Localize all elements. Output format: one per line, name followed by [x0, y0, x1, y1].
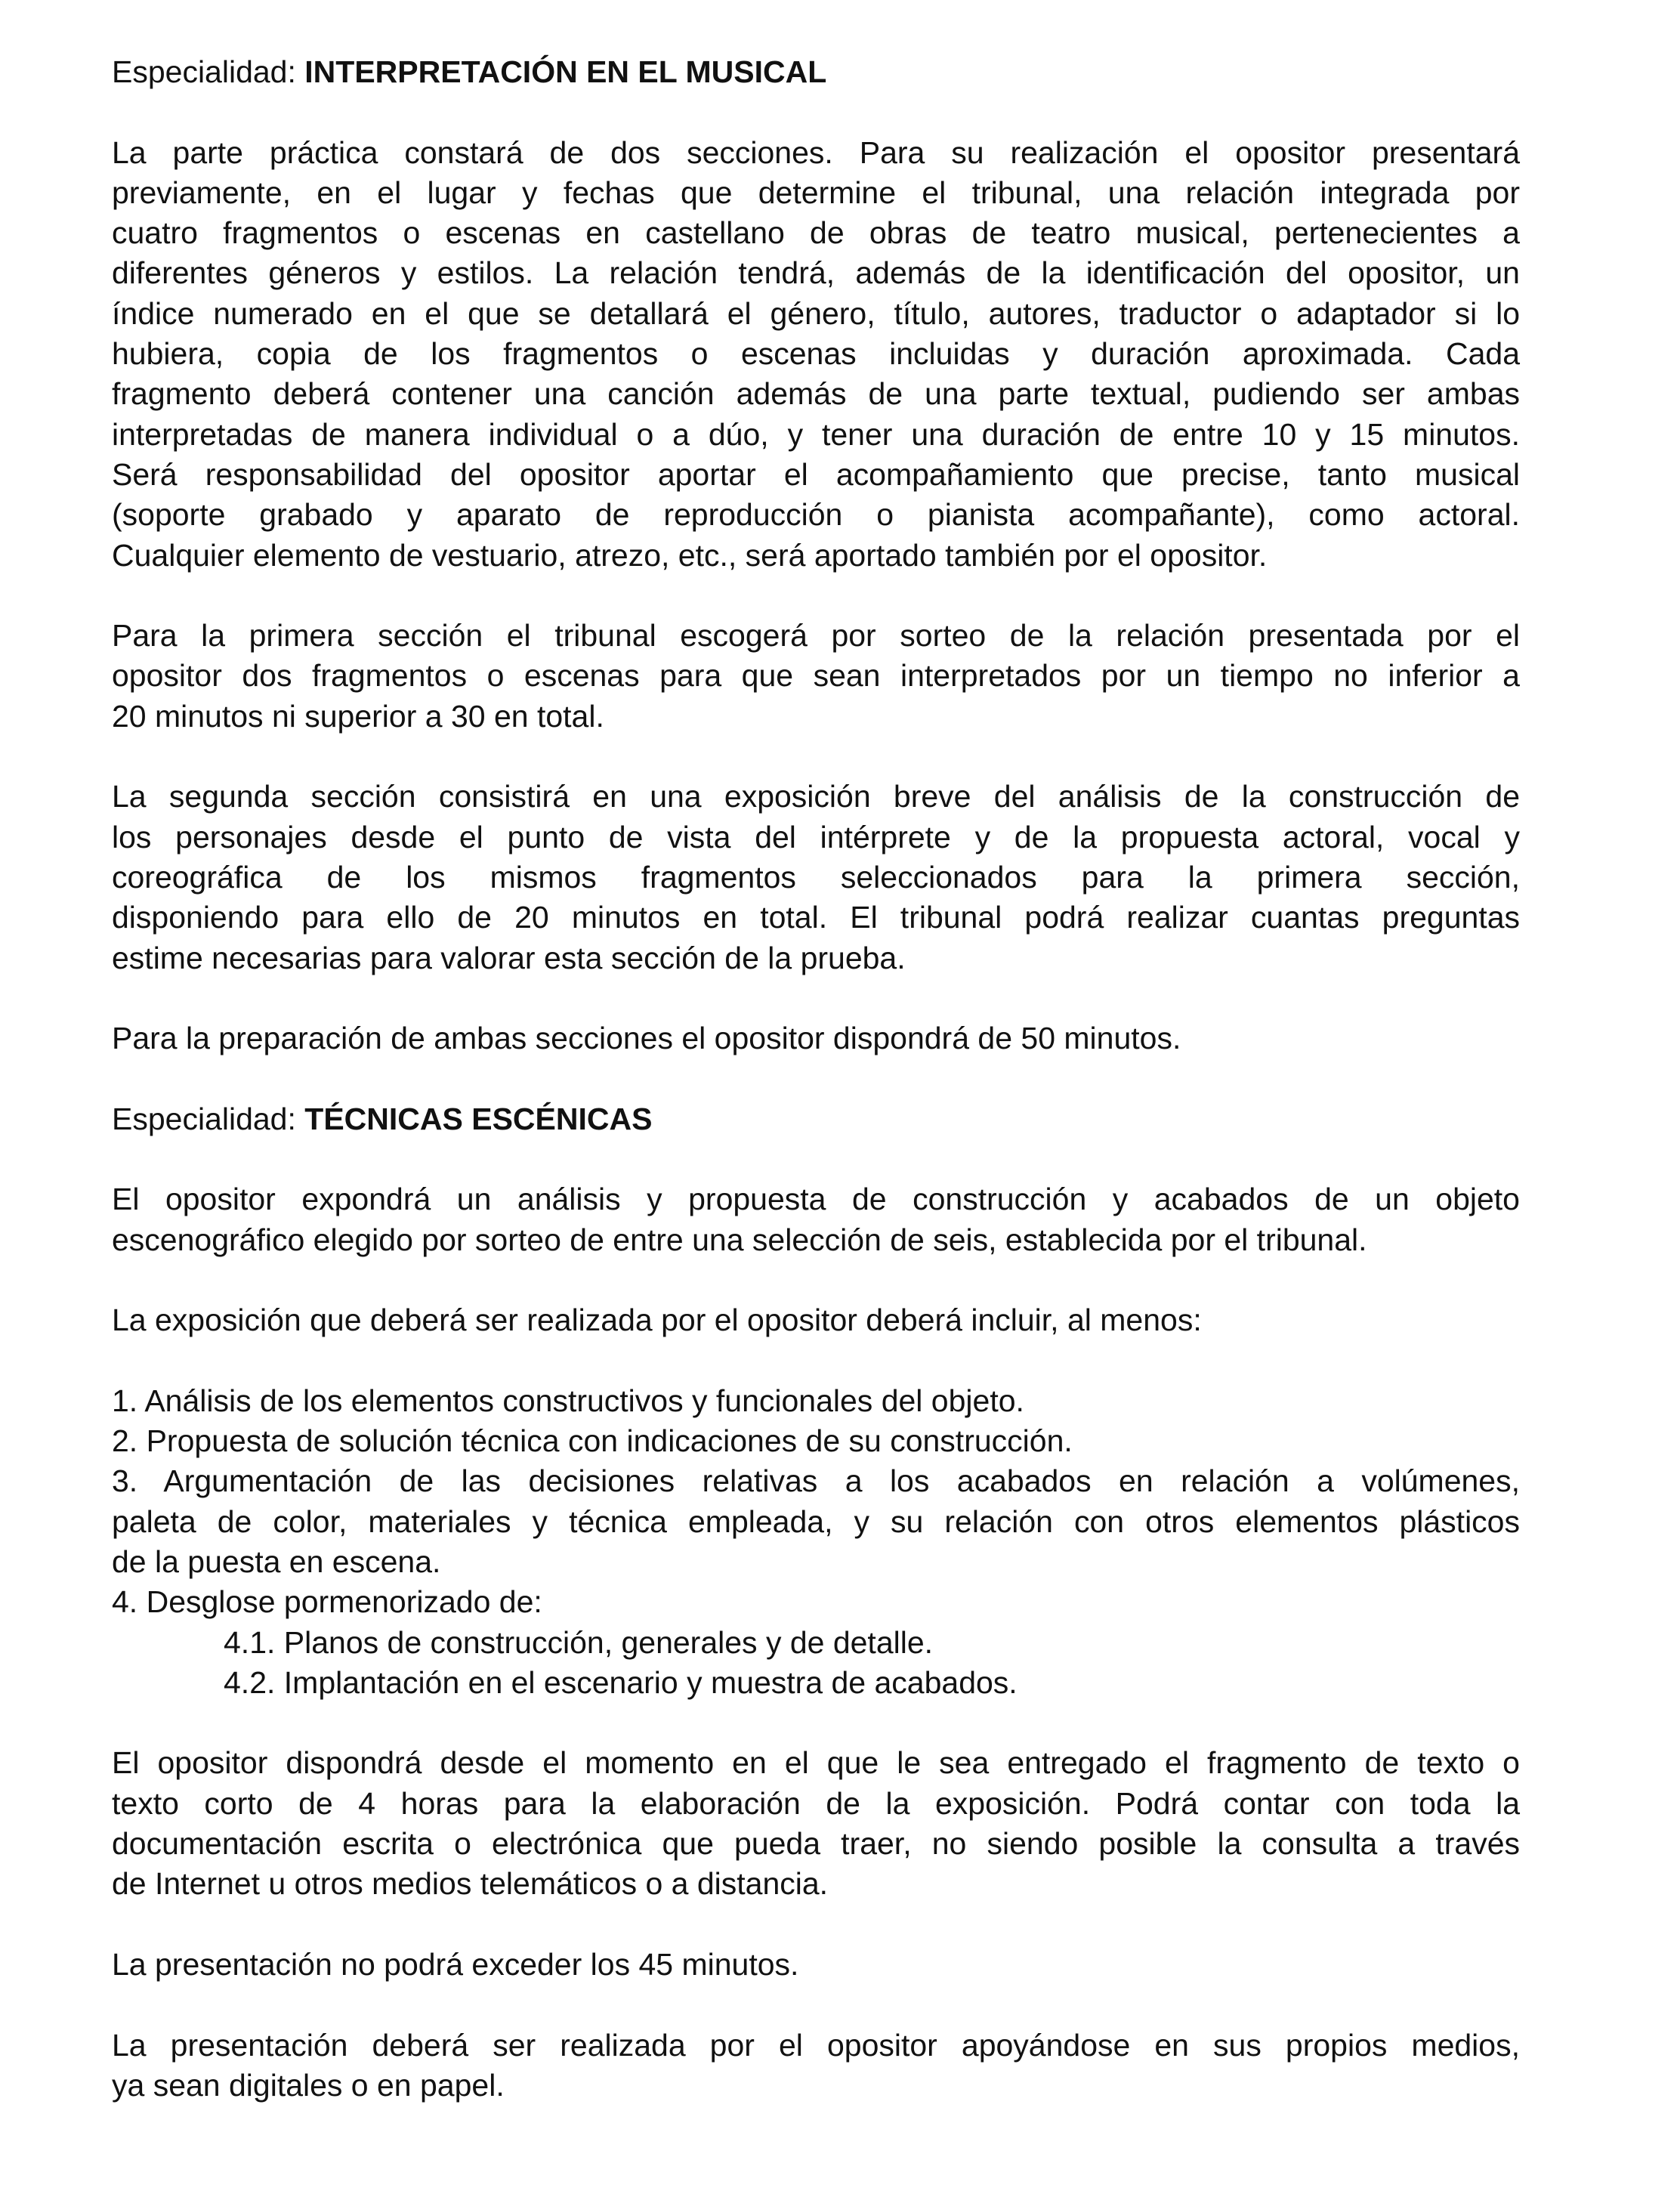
text-line: 1. Análisis de los elementos constructivos y funcionales del objeto.	[112, 1383, 1024, 1418]
text-line: La parte práctica constará de dos secciones. Para su realización el opositor presentará	[112, 134, 1520, 170]
text-line: (soporte grabado y aparato de reproducción o pianista acompañante), como actoral.	[112, 497, 1520, 533]
sub-list-item: 4.1. Planos de construcción, generales y de detalle.	[224, 1624, 934, 1660]
text-line: los personajes desde el punto de vista del intérprete y de la propuesta actoral, vocal y	[112, 819, 1520, 854]
text-line: La segunda sección consistirá en una exposición breve del análisis de la construcción de	[112, 779, 1520, 814]
heading-title: TÉCNICAS ESCÉNICAS	[304, 1101, 653, 1136]
text-line: texto corto de 4 horas para la elaboración de la exposición. Podrá contar con toda la	[112, 1785, 1520, 1821]
text-line: hubiera, copia de los fragmentos o escenas incluidas y duración aproximada. Cada	[112, 336, 1520, 372]
text-line: de la puesta en escena.	[112, 1544, 441, 1579]
paragraph	[112, 616, 1520, 737]
text-line: opositor dos fragmentos o escenas para que sean interpretados por un tiempo no inferior a	[112, 658, 1520, 694]
text-line: Para la primera sección el tribunal escogerá por sorteo de la relación presentada por el	[112, 618, 1520, 654]
list-item	[112, 1421, 1520, 1461]
text-line: previamente, en el lugar y fechas que determine el tribunal, una relación integrada por	[112, 175, 1520, 210]
text-line: índice numerado en el que se detallará el género, título, autores, traductor o adaptador si lo	[112, 295, 1520, 331]
text-line: estime necesarias para valorar esta sección de la prueba.	[112, 940, 906, 975]
text-line: escenográfico elegido por sorteo de entre una selección de seis, establecida por el tribunal.	[112, 1222, 1367, 1257]
text-line: 3. Argumentación de las decisiones relativas a los acabados en relación a volúmenes,	[112, 1463, 1520, 1499]
paragraph	[112, 1743, 1520, 1904]
text-line: ya sean digitales o en papel.	[112, 2067, 505, 2103]
heading-label: Especialidad:	[112, 1101, 305, 1136]
numbered-list	[112, 1381, 1520, 1703]
text-line: La exposición que deberá ser realizada por el opositor deberá incluir, al menos:	[112, 1303, 1202, 1338]
list-item	[112, 1381, 1520, 1421]
text-line: documentación escrita o electrónica que pueda traer, no siendo posible la consulta a través	[112, 1826, 1520, 1862]
text-line: de Internet u otros medios telemáticos o a distancia.	[112, 1866, 829, 1902]
list-item	[112, 1582, 1520, 1703]
text-line: fragmento deberá contener una canción además de una parte textual, pudiendo ser ambas	[112, 376, 1520, 412]
text-line: El opositor expondrá un análisis y propuesta de construcción y acabados de un objeto	[112, 1182, 1520, 1217]
heading-label: Especialidad:	[112, 54, 305, 89]
text-line: 20 minutos ni superior a 30 en total.	[112, 698, 604, 734]
text-line: coreográfica de los mismos fragmentos seleccionados para la primera sección,	[112, 859, 1520, 895]
text-line: disponiendo para ello de 20 minutos en total. El tribunal podrá realizar cuantas preguntas	[112, 900, 1520, 935]
section-heading	[112, 1099, 1520, 1139]
paragraph	[112, 777, 1520, 978]
text-line: Cualquier elemento de vestuario, atrezo, etc., será aportado también por el opositor.	[112, 537, 1268, 573]
text-line: 4. Desglose pormenorizado de:	[112, 1584, 542, 1620]
paragraph	[112, 1300, 1520, 1340]
text-line: paleta de color, materiales y técnica empleada, y su relación con otros elementos plásticos	[112, 1503, 1520, 1539]
paragraph	[112, 133, 1520, 576]
paragraph	[112, 2026, 1520, 2106]
document-page	[112, 52, 1520, 2146]
text-line: interpretadas de manera individual o a dúo, y tener una duración de entre 10 y 15 minutos.	[112, 416, 1520, 452]
text-line: diferentes géneros y estilos. La relación tendrá, además de la identificación del opositor, un	[112, 255, 1520, 291]
heading-title: INTERPRETACIÓN EN EL MUSICAL	[304, 54, 827, 89]
text-line: Será responsabilidad del opositor aportar el acompañamiento que precise, tanto musical	[112, 456, 1520, 492]
text-line: cuatro fragmentos o escenas en castellano de obras de teatro musical, pertenecientes a	[112, 215, 1520, 251]
text-line: El opositor dispondrá desde el momento en el que le sea entregado el fragmento de texto o	[112, 1745, 1520, 1781]
list-item	[112, 1461, 1520, 1582]
paragraph	[112, 1945, 1520, 1985]
text-line: 2. Propuesta de solución técnica con indicaciones de su construcción.	[112, 1423, 1073, 1459]
paragraph	[112, 1018, 1520, 1058]
text-line: La presentación deberá ser realizada por el opositor apoyándose en sus propios medios,	[112, 2027, 1520, 2063]
text-line: La presentación no podrá exceder los 45 minutos.	[112, 1946, 799, 1982]
paragraph	[112, 1179, 1520, 1260]
section-heading	[112, 52, 1520, 92]
sub-list-item: 4.2. Implantación en el escenario y muestra de acabados.	[224, 1664, 1018, 1700]
text-line: Para la preparación de ambas secciones el opositor dispondrá de 50 minutos.	[112, 1021, 1181, 1056]
